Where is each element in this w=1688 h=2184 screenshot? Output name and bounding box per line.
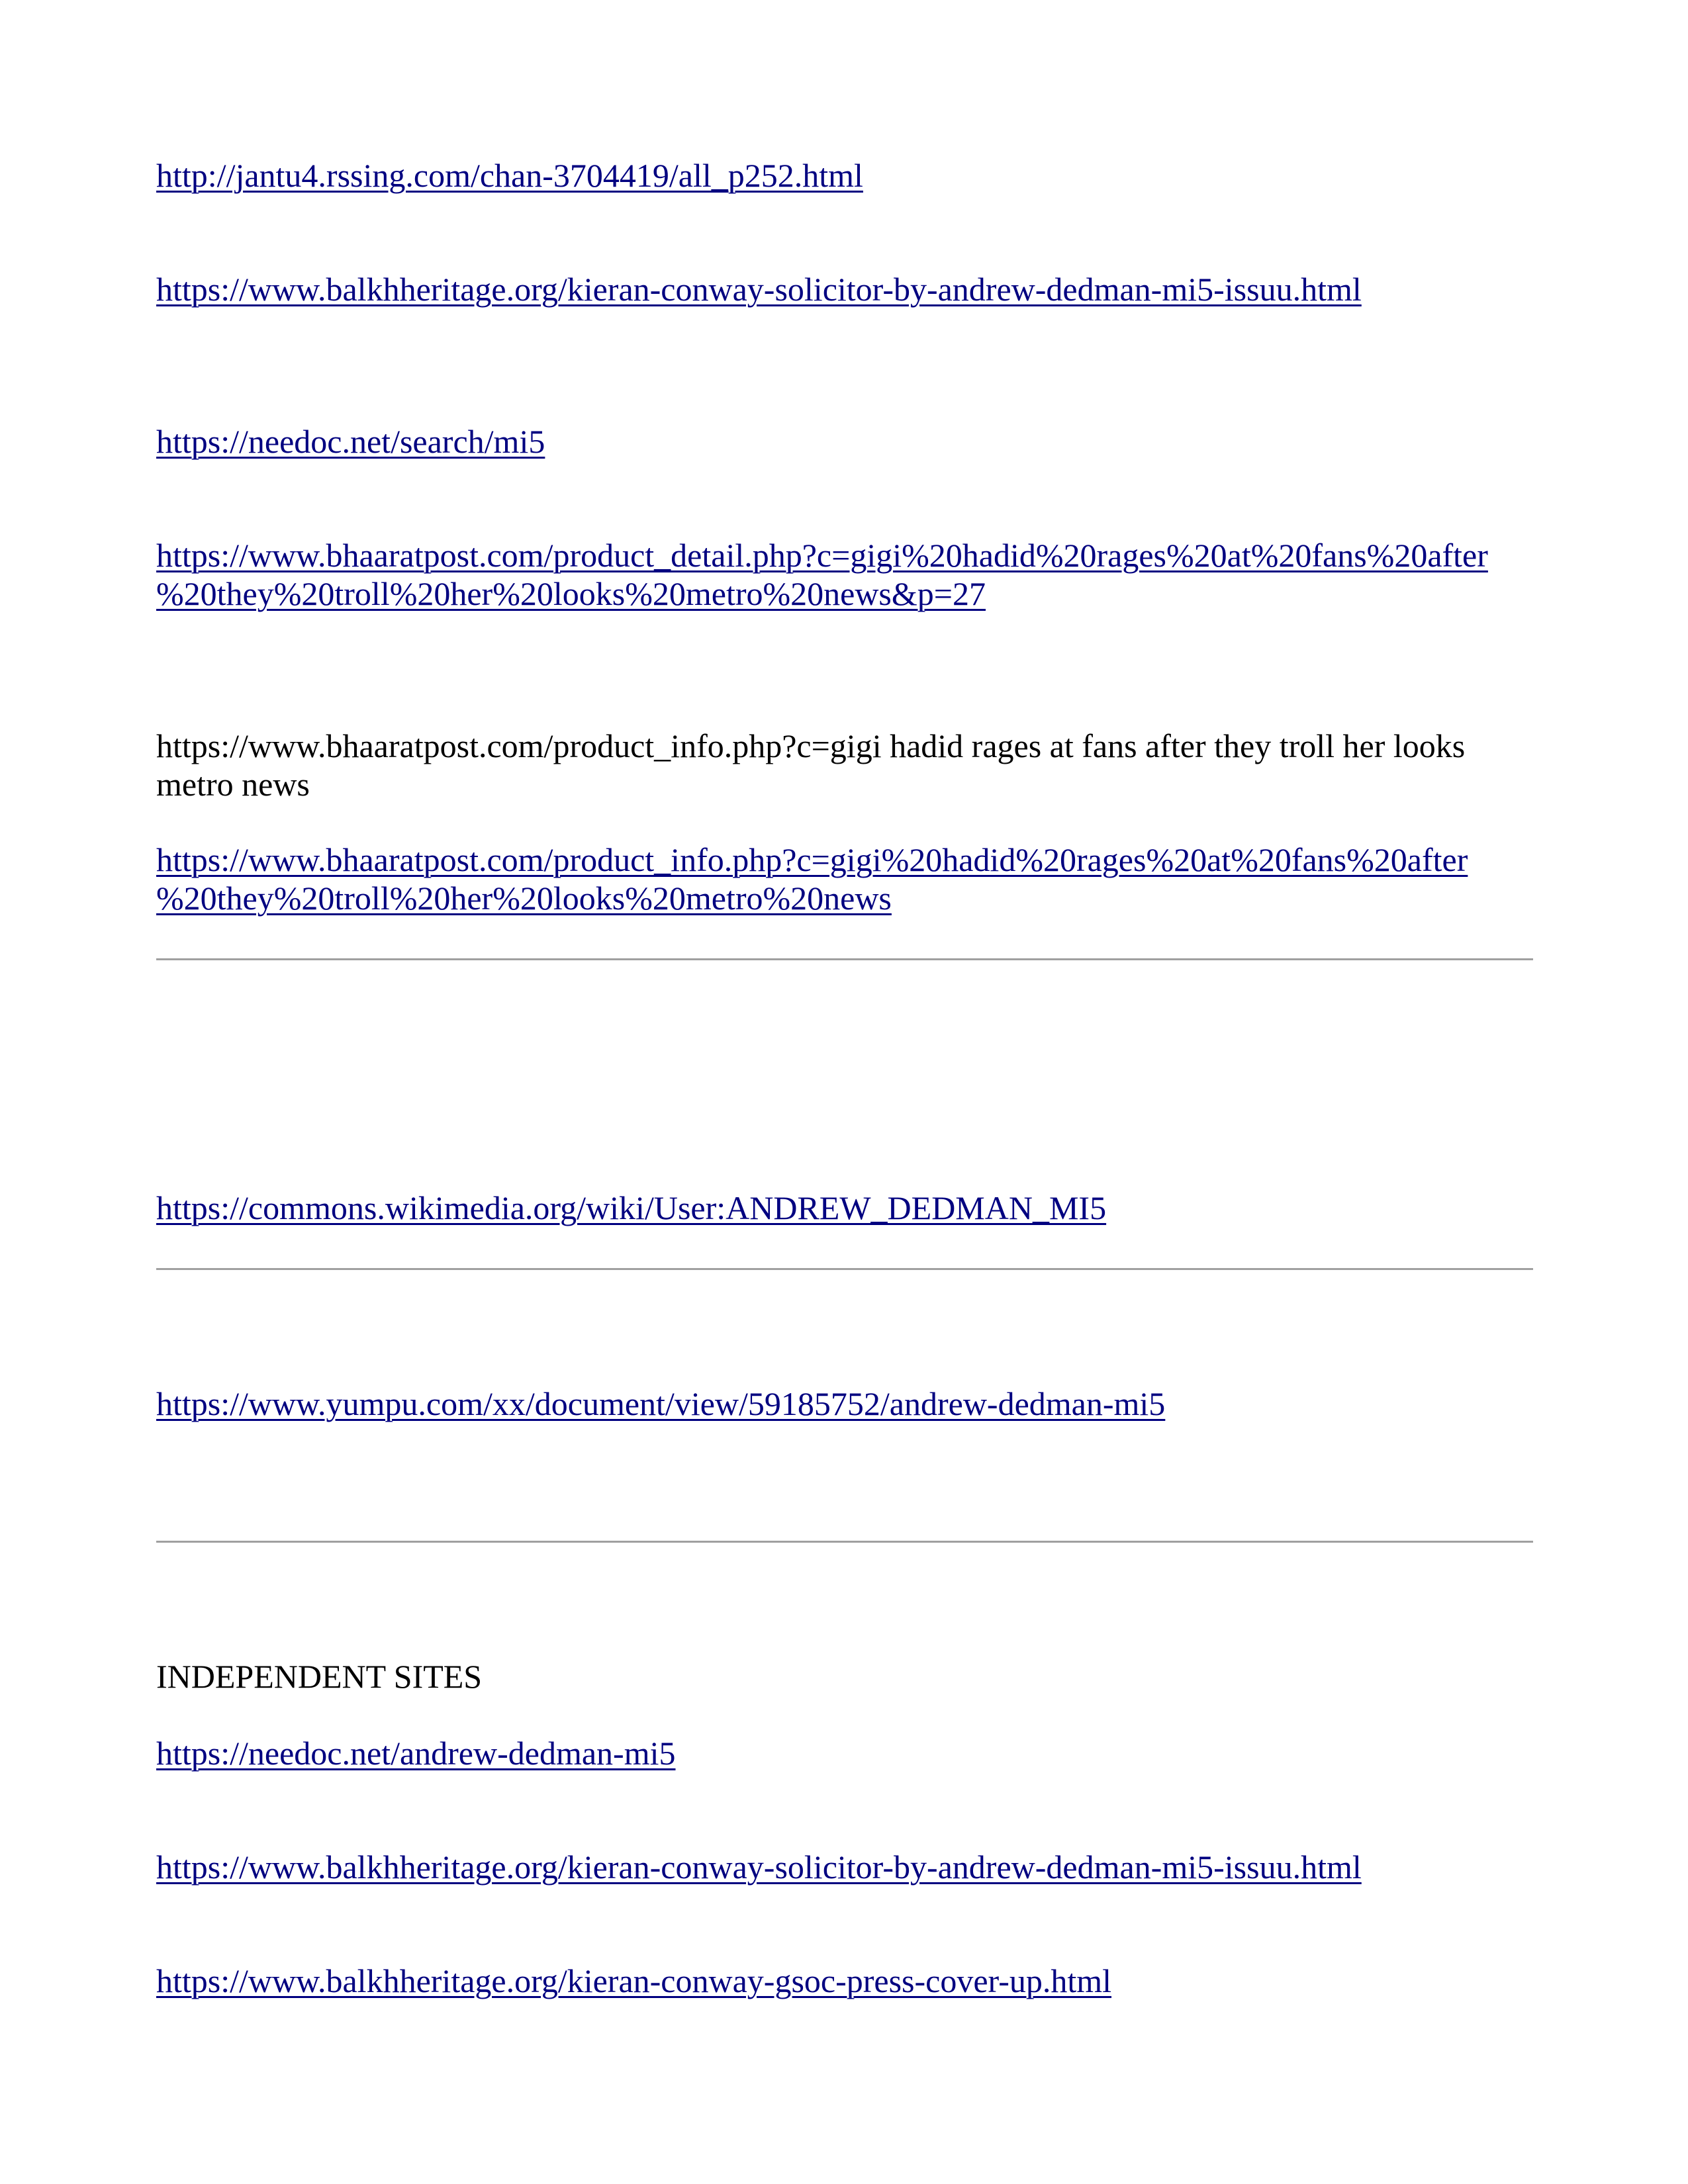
link-needoc-andrew-dedman[interactable]: https://needoc.net/andrew-dedman-mi5 <box>156 1735 676 1772</box>
plain-text-line: https://www.bhaaratpost.com/product_info.php?c=gigi hadid rages at fans after they troll her looks <box>156 727 1466 764</box>
link-jantu4-rssing[interactable]: http://jantu4.rssing.com/chan-3704419/all_p252.html <box>156 157 863 194</box>
link-line: https://www.bhaaratpost.com/product_info.php?c=gigi%20hadid%20rages%20at%20fans%20after <box>156 841 1468 878</box>
link-balkhheritage-kieran-conway-solicitor-2[interactable]: https://www.balkhheritage.org/kieran-conway-solicitor-by-andrew-dedman-mi5-issuu.html <box>156 1848 1362 1886</box>
horizontal-rule <box>156 958 1533 960</box>
plain-text-line: metro news <box>156 766 310 803</box>
link-balkhheritage-kieran-conway-solicitor[interactable]: https://www.balkhheritage.org/kieran-conway-solicitor-by-andrew-dedman-mi5-issuu.html <box>156 271 1362 308</box>
plain-text-paragraph <box>156 727 1533 803</box>
link-wikimedia-user[interactable]: https://commons.wikimedia.org/wiki/User:ANDREW_DEDMAN_MI5 <box>156 1189 1107 1226</box>
link-paragraph-6 <box>156 1189 1533 1227</box>
link-paragraph-7 <box>156 1385 1533 1423</box>
link-paragraph-3 <box>156 422 1533 461</box>
link-needoc-search-mi5[interactable]: https://needoc.net/search/mi5 <box>156 423 545 460</box>
link-bhaaratpost-product-info[interactable] <box>156 841 1533 917</box>
horizontal-rule <box>156 1541 1533 1543</box>
link-paragraph-8 <box>156 1734 1533 1772</box>
link-paragraph-10 <box>156 1962 1533 2000</box>
link-paragraph-5 <box>156 841 1533 917</box>
link-paragraph-2 <box>156 270 1533 308</box>
link-paragraph-1 <box>156 156 1533 195</box>
link-balkhheritage-gsoc-cover-up[interactable]: https://www.balkhheritage.org/kieran-conway-gsoc-press-cover-up.html <box>156 1962 1112 1999</box>
link-line: https://www.bhaaratpost.com/product_detail.php?c=gigi%20hadid%20rages%20at%20fans%20after <box>156 537 1488 574</box>
link-paragraph-9 <box>156 1848 1533 1886</box>
link-paragraph-4 <box>156 536 1533 613</box>
link-line: %20they%20troll%20her%20looks%20metro%20news&p=27 <box>156 575 986 612</box>
link-line: %20they%20troll%20her%20looks%20metro%20news <box>156 880 892 917</box>
link-yumpu-document[interactable]: https://www.yumpu.com/xx/document/view/59185752/andrew-dedman-mi5 <box>156 1385 1166 1422</box>
horizontal-rule <box>156 1268 1533 1270</box>
link-bhaaratpost-product-detail[interactable] <box>156 536 1533 613</box>
section-heading-independent-sites: INDEPENDENT SITES <box>156 1658 483 1695</box>
